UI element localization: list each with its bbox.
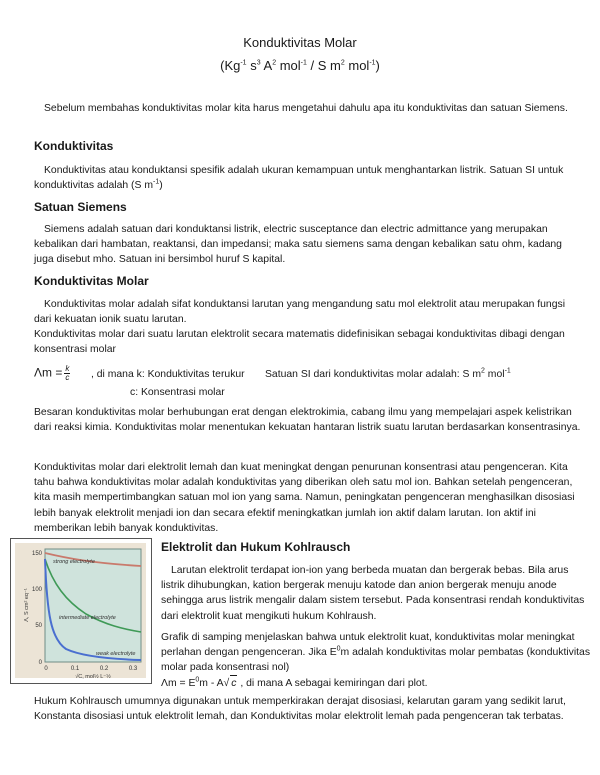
kohlrausch-paragraph-3: Hukum Kohlrausch umumnya digunakan untuk memperkirakan derajat disosiasi, kelarutan garam yang sedikit larut, Konstanta disosiasi untuk elektrolit lemah, dan Konduktivitas molar elektrolit lemah pada pengenceran tak terbatas. (34, 696, 566, 723)
sqrt-icon: √ (223, 678, 230, 689)
conductivity-chart (11, 539, 150, 682)
formula-text: , di mana A sebagai kemiringan dari plot. (237, 678, 428, 689)
chart-plot-area (45, 549, 141, 662)
unit-sup: -1 (300, 59, 307, 67)
kohlrausch-paragraph-2 (161, 630, 591, 676)
konduktivitas-molar-paragraph-2: Konduktivitas molar dari suatu larutan elektrolit secara matematis didefinisikan sebagai konduktivitas dibagi dengan konsentrasi molar (34, 329, 565, 356)
fraction-denominator: c (65, 373, 70, 382)
unit-text: (Kg (220, 58, 241, 73)
unit-text: A (260, 58, 273, 73)
unit-text: s (246, 58, 257, 73)
y-tick-150: 150 (31, 551, 42, 557)
x-tick-0-3: 0.3 (128, 666, 138, 672)
y-tick-100: 100 (31, 587, 42, 593)
paragraph-text: Grafik di samping menjelaskan bahwa untuk elektrolit kuat, konduktivitas molar meningkat perlahan dengan pengenceran. Jika E (161, 632, 575, 659)
paragraph-text: Satuan SI dari konduktivitas molar adalah: S m (265, 369, 482, 380)
unit-sup: -1 (152, 178, 160, 186)
kohlrausch-formula (161, 675, 591, 691)
unit-text: ) (375, 58, 380, 73)
label-strong-electrolyte: strong electrolyte (53, 559, 95, 565)
heading-konduktivitas-molar: Konduktivitas Molar (34, 274, 149, 288)
konduktivitas-molar-paragraph-3: Besaran konduktivitas molar berhubungan erat dengan elektrokimia, cabang ilmu yang mempelajari aspek kelistrikan dari reaksi kimia. Konduktivitas molar menentukan kekuatan hantaran listrik suatu larutan berdasarkan konsentrasinya. (34, 407, 581, 434)
unit-sup: -1 (240, 59, 247, 67)
unit-text: mol (276, 58, 301, 73)
satuan-siemens-paragraph: Siemens adalah satuan dari konduktansi listrik, electric susceptance dan electric admittance yang merupakan kebalikan dari hambatan, reaktansi, dan impedansi; maka satu siemens sama dengan kebalikan satu ohm, kadang juga disebut mho. Satuan ini bersimbol huruf S kapital. (34, 224, 562, 266)
unit-sup: 2 (481, 367, 485, 375)
konduktivitas-molar-paragraph-4: Konduktivitas molar dari elektrolit lemah dan kuat meningkat dengan penurunan konsentrasi atau pengenceran. Kita tahu bahwa konduktivitas molar adalah konduktivitas yang diberikan oleh satu mol ion. Bahkan setelah pengenceran, kita masih mempertimbangkan satuan mol ion yang sama. Namun, peningkatan pengenceran menghasilkan disosiasi lebih banyak elektrolit menjadi ion dan secara efektif meningkatkan jumlah ion aktif dalam larutan. Ion aktif ini memberikan lebih banyak konduktivitas. (34, 462, 575, 534)
sqrt-radicand: c (230, 675, 237, 691)
formula-lambda: Λm = (34, 365, 63, 380)
intro-paragraph: Sebelum membahas konduktivitas molar kita harus mengetahui dahulu apa itu konduktivitas dan satuan Siemens. (44, 103, 568, 114)
kohlrausch-paragraph-1: Larutan elektrolit terdapat ion-ion yang berbeda muatan dan bergerak bebas. Bila arus listrik dihubungkan, kation bergerak menuju katode dan anion bergerak menuju anode sehingga arus listrik mengalir dalam sistem tersebut. Pada konsentrasi rendah konduktivitas dari elektrolit kuat mengikuti hukum Kohlraush. (161, 565, 585, 622)
paragraph-text: mol (484, 369, 505, 380)
formula-where-c: c: Konsentrasi molar (130, 387, 225, 398)
y-axis-label: Λ, S cm² eq⁻¹ (24, 588, 30, 622)
formula-where-k: , di mana k: Konduktivitas terukur (91, 369, 245, 380)
x-tick-0-2: 0.2 (99, 666, 109, 672)
unit-text: / S m (306, 58, 341, 73)
x-axis-label: √C, mol½ L⁻½ (75, 674, 111, 680)
formula-lhs (34, 365, 72, 382)
unit-sup: 2 (340, 59, 345, 67)
heading-konduktivitas: Konduktivitas (34, 139, 114, 153)
konduktivitas-paragraph (34, 163, 582, 193)
paragraph-text: m adalah konduktivitas molar pembatas (konduktivitas molar pada konsentrasi nol) (161, 647, 591, 674)
conductivity-chart-figure (10, 538, 152, 684)
paragraph-text: ) (159, 180, 163, 192)
label-intermediate-electrolyte: intermediate electrolyte (59, 615, 116, 621)
unit-sup: -1 (369, 59, 376, 67)
y-tick-0: 0 (38, 660, 42, 666)
unit-sup: 3 (256, 59, 261, 67)
fraction-numerator: k (65, 364, 70, 373)
x-tick-0-1: 0.1 (70, 666, 80, 672)
formula-text: m - A (199, 678, 224, 689)
si-unit-statement (265, 367, 511, 382)
konduktivitas-molar-paragraph-1: Konduktivitas molar adalah sifat konduktansi larutan yang mengandung satu mol elektrolit atau merupakan fungsi dari kekuatan ionik suatu larutan. (34, 299, 565, 326)
unit-text: mol (344, 58, 370, 73)
heading-elektrolit-kohlrausch: Elektrolit dan Hukum Kohlrausch (161, 540, 351, 554)
unit-sup: 2 (272, 59, 277, 67)
formula-fraction (64, 365, 70, 382)
formula-sup: 0 (195, 676, 200, 684)
formula-text: Λm = E (161, 678, 196, 689)
paragraph-text: Konduktivitas atau konduktansi spesifik adalah ukuran kemampuan untuk menghantarkan listrik. Satuan SI untuk konduktivitas adalah (S m (34, 165, 564, 192)
unit-sup: -1 (504, 367, 511, 375)
unit-sup: 0 (336, 645, 341, 653)
label-weak-electrolyte: weak electrolyte (96, 651, 136, 657)
y-tick-50: 50 (35, 623, 42, 629)
heading-satuan-siemens: Satuan Siemens (34, 200, 127, 214)
formula-block (34, 363, 594, 403)
document-subtitle-units (0, 58, 600, 73)
document-title: Konduktivitas Molar (243, 35, 357, 50)
x-tick-0: 0 (44, 666, 48, 672)
